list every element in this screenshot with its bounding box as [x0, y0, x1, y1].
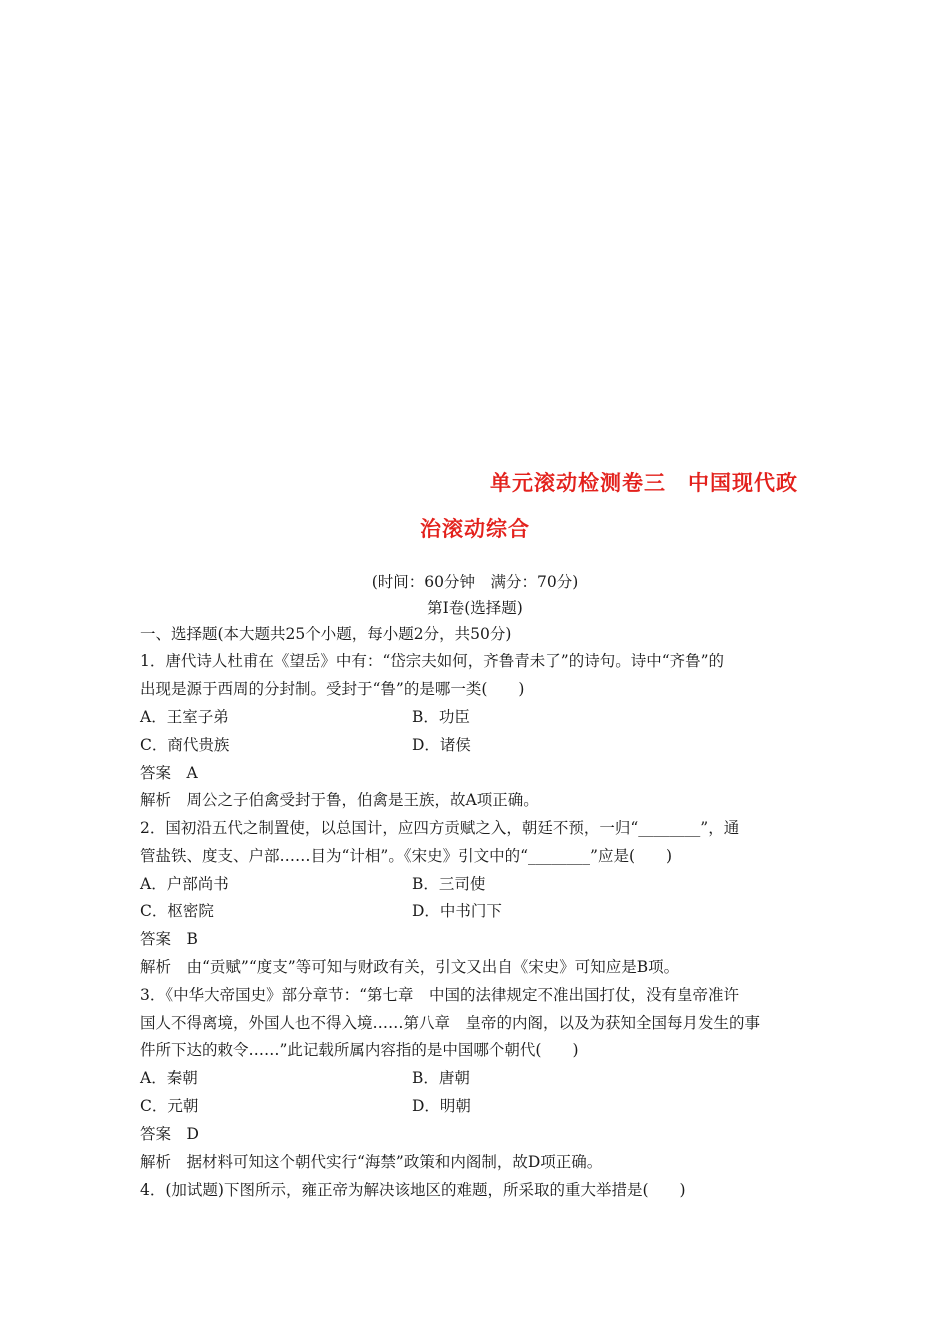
- q1-stem-line1: 1．唐代诗人杜甫在《望岳》中有：“岱宗夫如何，齐鲁青未了”的诗句。诗中“齐鲁”的: [140, 652, 725, 670]
- q1-option-b: B．功臣: [412, 708, 470, 726]
- q4-stem-line1: 4．(加试题)下图所示，雍正帝为解决该地区的难题，所采取的重大举措是( ): [140, 1181, 686, 1199]
- q2-stem-line1: 2．国初沿五代之制置使，以总国计，应四方贡赋之入，朝廷不预，一归“________”，通: [140, 819, 740, 837]
- q3-stem-line1: 3．《中华大帝国史》部分章节：“第七章 中国的法律规定不准出国打仗，没有皇帝准许: [140, 986, 740, 1004]
- document-title-line1: 单元滚动检测卷三 中国现代政: [490, 471, 798, 495]
- q3-answer: 答案 D: [140, 1125, 199, 1143]
- q3-option-a: A．秦朝: [140, 1069, 198, 1087]
- q2-option-d: D．中书门下: [412, 902, 502, 920]
- q2-analysis: 解析 由“贡赋”“度支”等可知与财政有关，引文又出自《宋史》可知应是B项。: [140, 958, 680, 976]
- q1-option-d: D．诸侯: [412, 736, 471, 754]
- q3-stem-line3: 件所下达的敕令……”此记载所属内容指的是中国哪个朝代( ): [140, 1041, 579, 1059]
- q2-option-b: B．三司使: [412, 875, 486, 893]
- section-heading: 一、选择题(本大题共25个小题，每小题2分，共50分): [140, 625, 512, 643]
- q2-option-c: C．枢密院: [140, 902, 214, 920]
- q2-answer: 答案 B: [140, 930, 198, 948]
- q3-option-d: D．明朝: [412, 1097, 471, 1115]
- q3-option-b: B．唐朝: [412, 1069, 470, 1087]
- q1-option-c: C．商代贵族: [140, 736, 230, 754]
- q1-answer: 答案 A: [140, 764, 198, 782]
- q2-stem-line2: 管盐铁、度支、户部……目为“计相”。《宋史》引文中的“________”应是( ): [140, 847, 673, 865]
- part-title: 第Ⅰ卷(选择题): [427, 599, 523, 617]
- time-info: (时间：60分钟 满分：70分): [371, 573, 579, 591]
- q1-analysis: 解析 周公之子伯禽受封于鲁，伯禽是王族，故A项正确。: [140, 791, 539, 809]
- q1-stem-line2: 出现是源于西周的分封制。受封于“鲁”的是哪一类( ): [140, 680, 525, 698]
- q2-option-a: A．户部尚书: [140, 875, 229, 893]
- q3-analysis: 解析 据材料可知这个朝代实行“海禁”政策和内阁制，故D项正确。: [140, 1153, 603, 1171]
- q1-option-a: A．王室子弟: [140, 708, 229, 726]
- q3-option-c: C．元朝: [140, 1097, 199, 1115]
- document-title-line2: 治滚动综合: [420, 517, 530, 541]
- q3-stem-line2: 国人不得离境，外国人也不得入境……第八章 皇帝的内阁，以及为获知全国每月发生的事: [140, 1014, 761, 1032]
